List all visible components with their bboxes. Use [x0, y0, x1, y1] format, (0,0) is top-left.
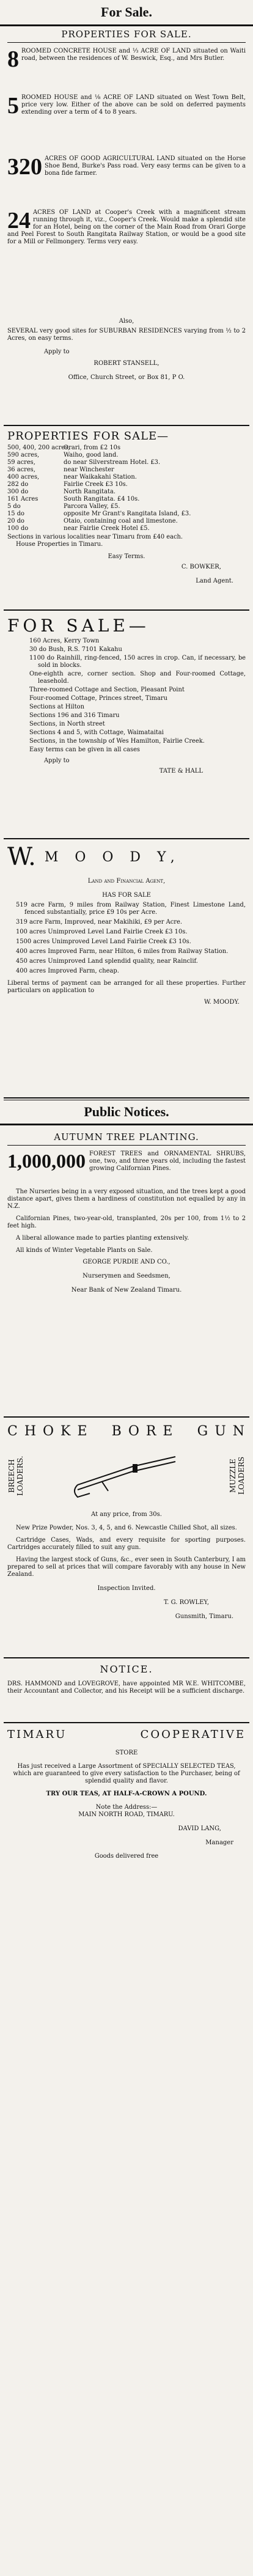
coop-role: Manager — [205, 1839, 233, 1846]
coop-try-line: TRY OUR TEAS, AT HALF-A-CROWN A POUND. — [46, 1790, 207, 1797]
moody-listing-desc: Farm, 9 miles from Railway Station, Finest Limestone Land, fenced substantially, price £9 10s per Acre. — [24, 902, 246, 916]
purdie-intro: FOREST TREES and ORNAMENTAL SHRUBS, one, two, and three years old, including the fastest growing Californian Pines. — [89, 1150, 246, 1172]
coop-heading — [7, 1727, 246, 1743]
moody-sign: W. MOODY. — [204, 999, 240, 1006]
stansell-item-1 — [7, 48, 246, 89]
tate-listing-line: Four-roomed Cottage, Princes street, Timaru — [29, 695, 167, 702]
tate-heading: FOR SALE— — [7, 616, 150, 636]
bowker-houses: House Properties in Timaru. — [16, 541, 103, 548]
moody-heading — [7, 843, 246, 871]
tate-listing-line: Easy terms can be given in all cases — [29, 746, 141, 753]
bowker-listing-area: 59 acres, — [7, 459, 35, 466]
moody-listing-area: 400 acres — [16, 968, 46, 974]
coop-body: Has just received a Large Assortment of SPECIALLY SELECTED TEAS, which are guaranteed to give every satisfaction to the Purchaser, being of splendid quality and flavor. — [13, 1763, 240, 1784]
stansell-several: SEVERAL very good sites for SUBURBAN RESIDENCES varying from ½ to 2 Acres, on easy terms. — [7, 328, 246, 342]
bowker-listing-desc: South Rangitata. £4 10s. — [64, 496, 140, 502]
for-sale-title: For Sale. — [101, 4, 152, 20]
stansell-heading: PROPERTIES FOR SALE. — [7, 26, 246, 43]
coop-ad — [0, 1723, 253, 1860]
rowley-p2: Cartridge Cases, Wads, and every requisite for sporting purposes. Cartridges accurately filled to suit any gun. — [7, 1537, 246, 1551]
purdie-big-number: 1,000,000 — [7, 1150, 86, 1172]
bowker-listing-row — [7, 481, 246, 488]
stansell-item-3-number: 320 — [7, 154, 42, 180]
purdie-firm2: Nurserymen and Seedsmen, — [82, 1273, 170, 1279]
stansell-item-4-text: ACRES OF LAND at Cooper's Creek with a magnificent stream running through it, viz., Cooper's Creek. Would make a splendid site for an Hotel, being on the corner of the Main Road from Orari Gorge and Peel Forest to South Rangitata Railway Station, or would be a good site for a Mill or Fellmongery. Terms very easy. — [7, 209, 246, 245]
rowley-head-mid: B O R E — [111, 1424, 174, 1439]
moody-listing-desc: Improved Farm, near Hilton, 6 miles from Railway Station. — [48, 948, 229, 955]
stansell-address: Office, Church Street, or Box 81, P O. — [68, 374, 185, 381]
moody-listing-desc: Farm, Improved, near Makihiki, £9 per Acre. — [45, 919, 182, 926]
bowker-listing-desc: Orari, from £2 10s — [64, 444, 121, 451]
bowker-listing-area: 100 do — [7, 525, 29, 532]
tate-name: TATE & HALL — [159, 768, 203, 775]
rowley-name: T. G. ROWLEY, — [164, 1599, 209, 1606]
coop-footer: Goods delivered free — [94, 1853, 159, 1860]
stansell-item-2-number: 5 — [7, 93, 19, 119]
rowley-illustration-row — [7, 1442, 246, 1509]
bowker-listing-area: 500, 400, 200 acres, — [7, 444, 70, 451]
gun-illustration — [24, 1448, 229, 1503]
bowker-listing-row — [7, 488, 246, 496]
stansell-apply: Apply to — [44, 348, 70, 355]
moody-sub2: HAS FOR SALE — [102, 892, 151, 899]
bowker-listing-area: 590 acres, — [7, 452, 40, 458]
tate-list — [7, 638, 246, 754]
moody-initial: W. — [7, 843, 36, 871]
bowker-listing-row — [7, 496, 246, 503]
tate-listing-line: 1100 do Rainhill, ring-fenced, 150 acres in crop. Can, if necessary, be sold in blocks. — [29, 655, 246, 669]
stansell-item-4-number: 24 — [7, 208, 31, 234]
stansell-item-1-number: 8 — [7, 46, 19, 72]
bowker-listing-desc: North Rangitata. — [64, 488, 116, 495]
bowker-role: Land Agent. — [196, 578, 233, 584]
divider — [4, 1097, 249, 1098]
rowley-price-line: At any price, from 30s. — [91, 1511, 162, 1518]
tate-listing-line: One-eighth acre, corner section. Shop and Four-roomed Cottage, leasehold. — [29, 671, 246, 685]
purdie-heading: AUTUMN TREE PLANTING. — [7, 1129, 246, 1146]
tate-listing-line: Sections 4 and 5, with Cottage, Waimataitai — [29, 729, 164, 736]
tate-listing-line: Sections, in North street — [29, 721, 105, 727]
tate-listing-line: Sections 196 and 316 Timaru — [29, 712, 120, 719]
stansell-ad — [0, 26, 253, 425]
moody-listing — [7, 902, 246, 916]
bowker-listing-area: 400 acres, — [7, 474, 40, 480]
rowley-p1: New Prize Powder, Nos. 3, 4, 5, and 6. Newcastle Chilled Shot, all sizes. — [16, 1525, 237, 1531]
bowker-listing-row — [7, 474, 246, 481]
moody-listing-area: 450 acres — [16, 958, 46, 965]
bowker-listing-row — [7, 452, 246, 459]
moody-listing — [7, 929, 246, 936]
bowker-listing-row — [7, 503, 246, 510]
bowker-listing-desc: Parcora Valley, £5. — [64, 503, 120, 510]
moody-listing — [7, 919, 246, 926]
moody-list — [7, 902, 246, 975]
moody-listing — [7, 948, 246, 955]
tate-listing-line: Three-roomed Cottage and Section, Pleasant Point — [29, 686, 185, 693]
bowker-listing-row — [7, 444, 246, 452]
stansell-item-3 — [7, 155, 246, 204]
moody-listing-desc: Improved Farm, cheap. — [48, 968, 119, 974]
bowker-ad — [0, 426, 253, 609]
coop-heading-right: COOPERATIVE — [140, 1728, 246, 1741]
moody-listing-area: 400 acres — [16, 948, 46, 955]
bowker-list — [7, 444, 246, 532]
bowker-listing-area: 161 Acres — [7, 496, 38, 502]
bowker-listing-row — [7, 459, 246, 466]
purdie-p2: Californian Pines, two-year-old, transplanted, 20s per 100, from 1½ to 2 feet high. — [7, 1215, 246, 1229]
stansell-name: ROBERT STANSELL, — [94, 360, 160, 367]
bowker-listing-area: 282 do — [7, 481, 29, 488]
purdie-intro-block — [7, 1150, 246, 1180]
rowley-heading — [7, 1421, 246, 1442]
bowker-listing-row — [7, 510, 246, 518]
moody-listing-area: 100 acres — [16, 929, 46, 935]
stansell-item-3-text: ACRES OF GOOD AGRICULTURAL LAND situated on the Horse Shoe Bend, Burke's Pass road. Very easy terms can be given to a bona fide farmer. — [45, 155, 246, 177]
bowker-listing-area: 15 do — [7, 510, 24, 517]
rowley-role: Gunsmith, Timaru. — [175, 1613, 233, 1620]
tate-listing-line: Sections at Hilton — [29, 704, 84, 710]
tate-listing-line: 160 Acres, Kerry Town — [29, 638, 100, 644]
stansell-also: Also, — [119, 318, 134, 325]
bowker-listing-area: 36 acres, — [7, 466, 35, 473]
moody-listing — [7, 958, 246, 965]
purdie-ad — [0, 1125, 253, 1416]
moody-listing-area: 1500 acres — [16, 938, 50, 945]
purdie-p4: All kinds of Winter Vegetable Plants on Sale. — [16, 1247, 153, 1254]
coop-heading2: STORE — [115, 1750, 138, 1756]
rowley-head-left: C H O K E — [7, 1424, 89, 1439]
rowley-left-vertical: BREECH LOADERS. — [7, 1455, 24, 1496]
public-notices-title: Public Notices. — [84, 1104, 169, 1119]
stansell-item-2 — [7, 94, 246, 150]
bowker-listing-area: 5 do — [7, 503, 21, 510]
coop-heading-left: TIMARU — [7, 1728, 67, 1741]
bowker-listing-desc: near Fairlie Creek Hotel £5. — [64, 525, 150, 532]
coop-name: DAVID LANG, — [178, 1825, 221, 1832]
coop-address: MAIN NORTH ROAD, TIMARU. — [78, 1811, 175, 1818]
moody-listing-desc: Unimproved Level Land Fairlie Creek £3 10s. — [48, 929, 188, 935]
bowker-listing-row — [7, 518, 246, 525]
tate-listing-line: Sections, in the township of Wes Hamilton, Fairlie Creek. — [29, 738, 205, 745]
purdie-p3: A liberal allowance made to parties planting extensively. — [16, 1235, 189, 1242]
bowker-listing-desc: Otaio, containing coal and limestone. — [64, 518, 178, 524]
bowker-listing-row — [7, 525, 246, 532]
moody-listing — [7, 938, 246, 946]
moody-ad — [0, 839, 253, 1097]
moody-listing-desc: Unimproved Level Land Fairlie Creek £3 10s. — [51, 938, 191, 945]
bowker-sections: Sections in various localities near Timaru from £40 each. — [7, 534, 183, 540]
for-sale-header — [0, 0, 253, 26]
bowker-listing-desc: Fairlie Creek £3 10s. — [64, 481, 128, 488]
purdie-firm: GEORGE PURDIE AND CO., — [82, 1259, 170, 1265]
purdie-firm3: Near Bank of New Zealand Timaru. — [71, 1287, 182, 1294]
bowker-listing-area: 300 do — [7, 488, 29, 495]
notice-body: DRS. HAMMOND and LOVEGROVE, have appointed MR W.E. WHITCOMBE, their Accountant and Collector, and his Receipt will be a sufficient discharge. — [7, 1680, 246, 1695]
rowley-ad — [0, 1418, 253, 1657]
tate-hall-ad — [0, 611, 253, 838]
coop-note: Note the Address:— — [95, 1804, 158, 1811]
moody-liberal: Liberal terms of payment can be arranged for all these properties. Further particulars on application to — [7, 980, 246, 994]
rowley-head-right: G U N — [197, 1424, 246, 1439]
stansell-item-4 — [7, 209, 246, 313]
public-notices-header — [0, 1100, 253, 1125]
tate-apply: Apply to — [44, 757, 70, 764]
moody-name-head: M O O D Y, — [44, 849, 181, 865]
bowker-listing-desc: Waiho, good land. — [64, 452, 119, 458]
bowker-heading: PROPERTIES FOR SALE— — [7, 430, 169, 443]
rowley-p3: Having the largest stock of Guns, &c., ever seen in South Canterbury, I am prepared to sell at prices that will compare favorably with any house in New Zealand. — [7, 1556, 246, 1578]
moody-sub1: Land and Financial Agent, — [87, 878, 166, 885]
stansell-item-1-text: ROOMED CONCRETE HOUSE and ⅓ ACRE OF LAND situated on Waiti road, between the residences of W. Beswick, Esq., and Mrs Butler. — [21, 48, 246, 62]
tate-listing-line: 30 do Bush, R.S. 7101 Kakahu — [29, 646, 122, 653]
notice-ad — [0, 1658, 253, 1722]
moody-listing-area: 519 acre — [16, 902, 45, 908]
rowley-p4: Inspection Invited. — [97, 1585, 156, 1592]
bowker-listing-desc: do near Silverstream Hotel. £3. — [64, 459, 161, 466]
bowker-listing-area: 20 do — [7, 518, 24, 524]
rowley-right-vertical: MUZZLE LOADERS — [229, 1456, 246, 1495]
notice-heading: NOTICE. — [100, 1663, 153, 1675]
moody-listing — [7, 968, 246, 975]
bowker-listing-desc: near Waikakahi Station. — [64, 474, 137, 480]
moody-listing-area: 319 acre — [16, 919, 43, 926]
stansell-item-2-text: ROOMED HOUSE and ⅛ ACRE OF LAND situated on West Town Belt, price very low. Either of the above can be sold on deferred payments extending over a term of 4 to 8 years. — [21, 94, 246, 116]
bowker-terms: Easy Terms. — [108, 553, 145, 560]
moody-listing-desc: Unimproved Land splendid quality, near Rainclif. — [48, 958, 198, 965]
gun-icon — [65, 1448, 188, 1503]
bowker-listing-desc: opposite Mr Grant's Rangitata Island, £3. — [64, 510, 191, 517]
bowker-listing-desc: near Winchester — [64, 466, 114, 473]
bowker-name: C. BOWKER, — [181, 564, 221, 570]
purdie-p1: The Nurseries being in a very exposed situation, and the trees kept a good distance apart, gives them a hardiness of constitution not equalled by any in N.Z. — [7, 1188, 246, 1210]
bowker-listing-row — [7, 466, 246, 474]
